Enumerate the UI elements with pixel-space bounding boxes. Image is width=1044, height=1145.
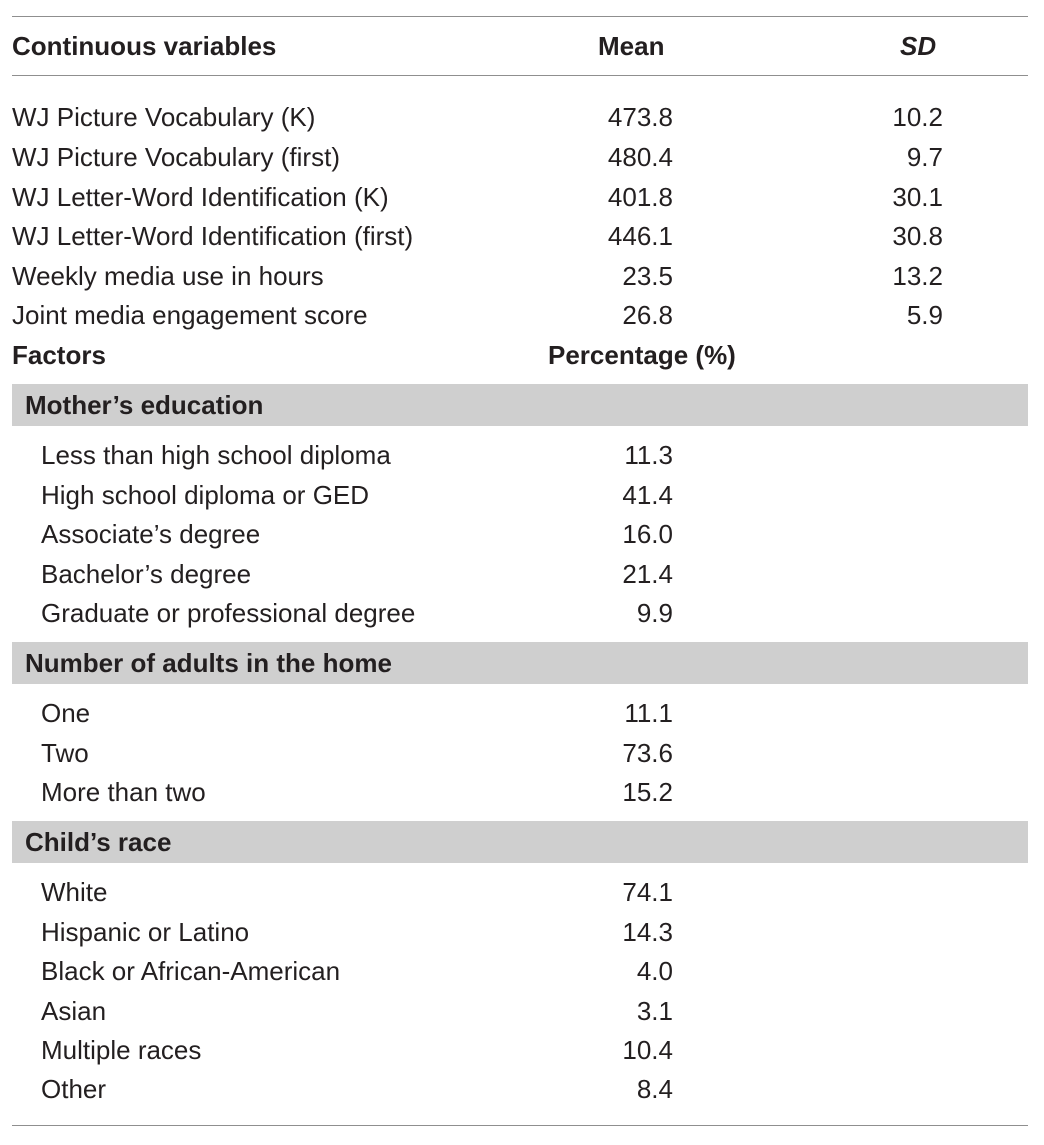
percentage-value: 16.0 — [622, 519, 673, 549]
table-row — [0, 295, 1044, 335]
variable-label: WJ Picture Vocabulary (first) — [12, 142, 340, 172]
factor-label: More than two — [41, 777, 206, 807]
table-row — [0, 256, 1044, 296]
table-bottom-rule — [12, 1125, 1028, 1126]
group-title: Number of adults in the home — [25, 648, 392, 678]
group-title: Mother’s education — [25, 390, 264, 420]
percentage-value: 41.4 — [622, 480, 673, 510]
table-row — [0, 872, 1044, 912]
percentage-header: Percentage (%) — [548, 340, 736, 370]
header-bottom-rule — [12, 75, 1028, 76]
table-row — [0, 554, 1044, 594]
variable-label: WJ Letter-Word Identification (K) — [12, 182, 389, 212]
percentage-value: 4.0 — [636, 956, 673, 986]
percentage-value: 9.9 — [636, 598, 673, 628]
group-header-mothers-education — [12, 384, 1028, 426]
percentage-value: 15.2 — [622, 777, 673, 807]
table-row — [0, 772, 1044, 812]
table-row — [0, 435, 1044, 475]
factor-label: High school diploma or GED — [41, 480, 370, 510]
group-header-adults-in-home — [12, 642, 1028, 684]
table-row — [0, 951, 1044, 991]
table-row — [0, 177, 1044, 217]
percentage-value: 74.1 — [622, 877, 673, 907]
factor-label: Graduate or professional degree — [41, 598, 416, 628]
percentage-value: 73.6 — [622, 738, 673, 768]
factor-label: Two — [41, 738, 89, 768]
variable-label: Joint media engagement score — [12, 300, 368, 330]
percentage-value: 10.4 — [622, 1035, 673, 1065]
sd-value: 9.7 — [906, 142, 943, 172]
table-row — [0, 733, 1044, 773]
table-top-rule — [12, 16, 1028, 17]
table-row — [0, 912, 1044, 952]
mean-value: 446.1 — [607, 221, 673, 251]
factors-header-row — [0, 335, 1044, 375]
factor-label: One — [41, 698, 91, 728]
sd-value: 10.2 — [892, 102, 943, 132]
percentage-value: 14.3 — [622, 917, 673, 947]
factor-label: Hispanic or Latino — [41, 917, 250, 947]
percentage-value: 11.3 — [624, 440, 673, 470]
factor-label: Less than high school diploma — [41, 440, 391, 470]
table-row — [0, 514, 1044, 554]
mean-value: 26.8 — [622, 300, 673, 330]
percentage-value: 8.4 — [636, 1074, 673, 1104]
table-row — [0, 97, 1044, 137]
mean-value: 473.8 — [607, 102, 673, 132]
factor-label: Bachelor’s degree — [41, 559, 252, 589]
sd-value: 30.8 — [892, 221, 943, 251]
table-row — [0, 216, 1044, 256]
factor-label: Multiple races — [41, 1035, 202, 1065]
mean-header: Mean — [598, 31, 665, 61]
table-row — [0, 1030, 1044, 1070]
table-row — [0, 693, 1044, 733]
sd-value: 30.1 — [892, 182, 943, 212]
mean-value: 23.5 — [622, 261, 673, 291]
mean-value: 401.8 — [607, 182, 673, 212]
table-row — [0, 137, 1044, 177]
percentage-value: 11.1 — [624, 698, 673, 728]
factor-label: Associate’s degree — [41, 519, 261, 549]
sd-value: 5.9 — [906, 300, 943, 330]
percentage-value: 3.1 — [636, 996, 673, 1026]
variable-label: Weekly media use in hours — [12, 261, 324, 291]
table-row — [0, 991, 1044, 1031]
percentage-value: 21.4 — [622, 559, 673, 589]
factor-label: Asian — [41, 996, 107, 1026]
factors-header: Factors — [12, 340, 106, 370]
variable-label: WJ Picture Vocabulary (K) — [12, 102, 316, 132]
table-header-row — [0, 26, 1044, 66]
factor-label: Black or African-American — [41, 956, 341, 986]
group-header-childs-race — [12, 821, 1028, 863]
factor-label: Other — [41, 1074, 107, 1104]
variable-label: WJ Letter-Word Identification (first) — [12, 221, 414, 251]
table-row — [0, 1069, 1044, 1109]
table-row — [0, 593, 1044, 633]
group-title: Child’s race — [25, 827, 172, 857]
sd-value: 13.2 — [892, 261, 943, 291]
sd-header: SD — [900, 31, 937, 61]
continuous-variables-header: Continuous variables — [12, 31, 277, 61]
table-row — [0, 475, 1044, 515]
mean-value: 480.4 — [607, 142, 673, 172]
factor-label: White — [41, 877, 108, 907]
